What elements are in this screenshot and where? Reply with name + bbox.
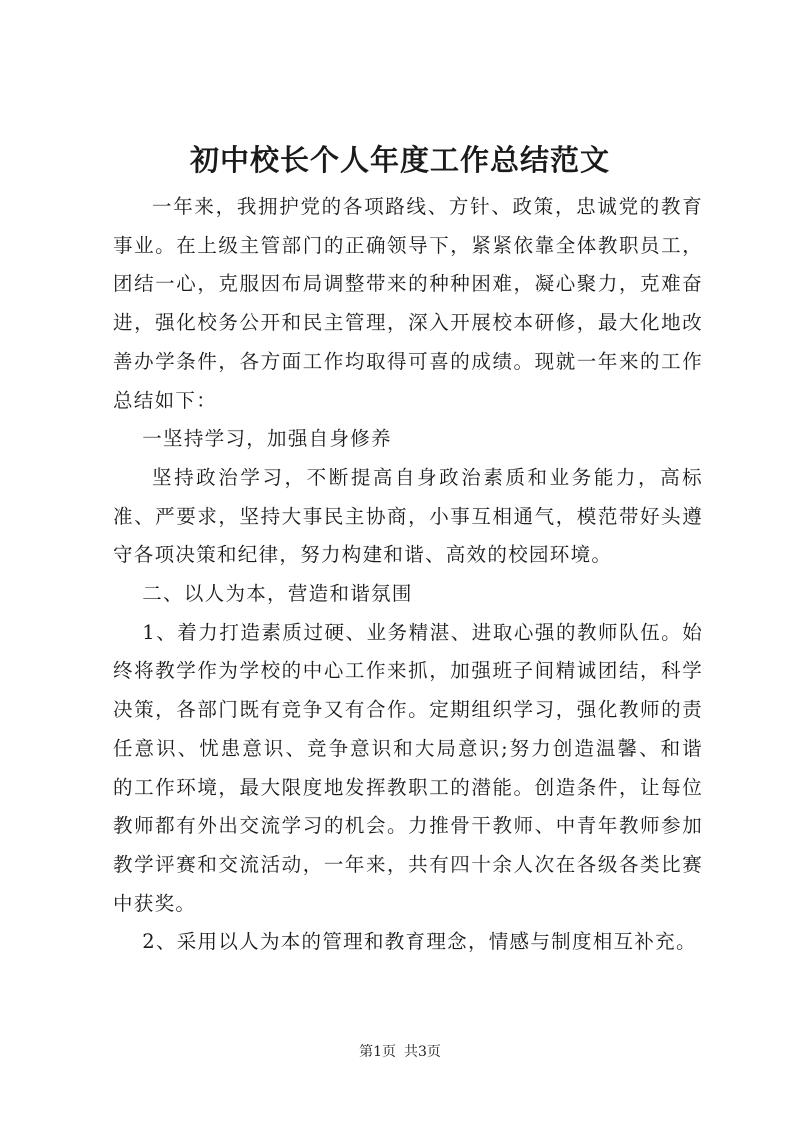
paragraph-intro: 一年来，我拥护党的各项路线、方针、政策，忠诚党的教育事业。在上级主管部门的正确领导下，紧紧依靠全体教职员工，团结一心，克服因布局调整带来的种种困难，凝心聚力，克难奋进，强化校务公开和民主管理，深入开展校本研修，最大化地改善办学条件，各方面工作均取得可喜的成绩。现就一年来的工作总结如下： bbox=[113, 195, 703, 412]
section-heading-people-oriented: 二、以人为本，营造和谐氛围 bbox=[142, 582, 413, 606]
section-heading-study: 一坚持学习，加强自身修养 bbox=[142, 427, 392, 451]
paragraph-management: 2、采用以人为本的管理和教育理念，情感与制度相互补充。 bbox=[142, 930, 697, 954]
page-number: 第1页 bbox=[359, 1044, 396, 1060]
paragraph-teacher-team: 1、着力打造素质过硬、业务精湛、进取心强的教师队伍。始终将教学作为学校的中心工作来抓，加强班子间精诚团结，科学决策，各部门既有竞争又有合作。定期组织学习，强化教师的责任意识、忧患意识、竞争意识和大局意识;努力创造温馨、和谐的工作环境，最大限度地发挥教职工的潜能。创造条件，让每位教师都有外出交流学习的机会。力推骨干教师、中青年教师参加教学评赛和交流活动，一年来，共有四十余人次在各级各类比赛中获奖。 bbox=[113, 620, 703, 915]
document-body bbox=[113, 188, 703, 962]
document-title: 初中校长个人年度工作总结范文 bbox=[189, 143, 610, 177]
page-total: 共3页 bbox=[404, 1044, 441, 1060]
page-footer bbox=[0, 1042, 800, 1062]
paragraph-study: 坚持政治学习，不断提高自身政治素质和业务能力，高标准、严要求，坚持大事民主协商，小事互相通气，模范带好头遵守各项决策和纪律，努力构建和谐、高效的校园环境。 bbox=[113, 465, 703, 567]
